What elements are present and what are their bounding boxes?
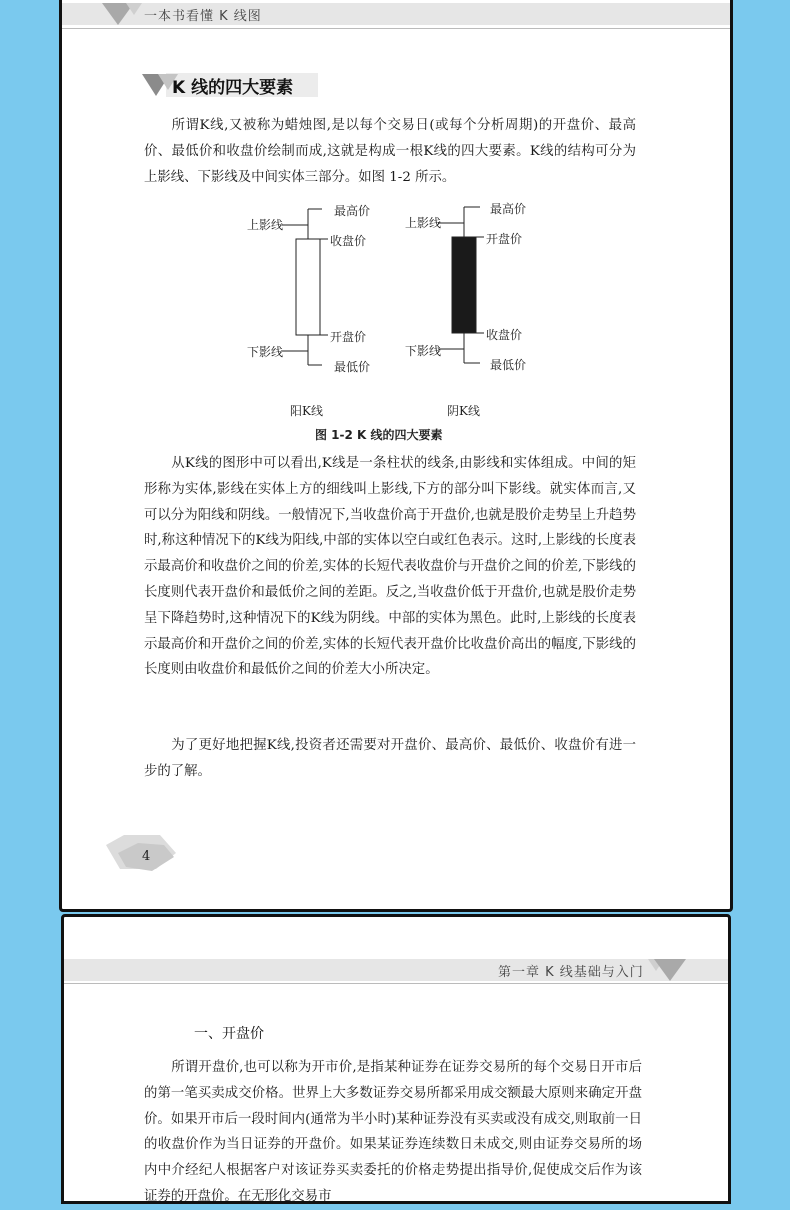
yin-low-label: 最低价 xyxy=(490,358,527,372)
yang-candle-body xyxy=(296,239,320,335)
yin-upper-shadow-label: 上影线 xyxy=(405,216,442,230)
section-title: K 线的四大要素 xyxy=(172,78,294,98)
book-page-5 xyxy=(61,914,731,1204)
yang-k-line-name: 阳K线 xyxy=(290,404,323,418)
yang-high-label: 最高价 xyxy=(334,204,371,218)
yang-lower-shadow-label: 下影线 xyxy=(247,345,284,359)
header-rule xyxy=(64,983,728,984)
subsection-title: 一、开盘价 xyxy=(194,1026,264,1042)
yin-close-label: 收盘价 xyxy=(486,328,523,342)
opening-price-paragraph xyxy=(144,1055,642,1210)
body-paragraph xyxy=(144,451,636,683)
yin-high-label: 最高价 xyxy=(490,202,527,216)
yang-close-label: 收盘价 xyxy=(330,234,367,248)
yin-candle-body xyxy=(452,237,476,333)
intro-paragraph xyxy=(144,113,636,190)
opening-price-paragraph-text: 所谓开盘价,也可以称为开市价,是指某种证券在证券交易所的每个交易日开市后的第一笔买卖成交价格。世界上大多数证券交易所都采用成交额最大原则来确定开盘价。如果开市后一段时间内(通常为半小时)某种证券没有买卖或没有成交,则取前一日的收盘价作为当日证券的开盘价。如果某证券连续数日未成交,则由证券交易所的场内中介经纪人根据客户对该证券买卖委托的价格走势提出指导价,促使成交后作为该证券的开盘价。在无形化交易市 xyxy=(144,1060,642,1204)
yang-upper-shadow-label: 上影线 xyxy=(247,218,284,232)
header-rule xyxy=(62,28,730,29)
body-paragraph-text: 从K线的图形中可以看出,K线是一条柱状的线条,由影线和实体组成。中间的矩形称为实体,影线在实体上方的细线叫上影线,下方的部分叫下影线。就实体而言,又可以分为阳线和阴线。一般情况下,当收盘价高于开盘价,也就是股价走势呈上升趋势时,称这种情况下的K线为阳线,中部的实体以空白或红色表示。这时,上影线的长度表示最高价和收盘价之间的价差,实体的长短代表收盘价与开盘价之间的价差,下影线的长度则代表开盘价和最低价之间的差距。反之,当收盘价低于开盘价,也就是股价走势呈下降趋势时,这种情况下的K线为阴线。中部的实体为黑色。此时,上影线的长度表示最高价和开盘价之间的价差,实体的长短代表开盘价比收盘价高出的幅度,下影线的长度则由收盘价和最低价之间的价差大小所决定。 xyxy=(144,456,636,678)
header-decoration-icon xyxy=(126,3,142,15)
running-header-title: 第一章 K 线基础与入门 xyxy=(498,965,644,980)
yin-k-line-name: 阴K线 xyxy=(447,404,480,418)
header-decoration-icon xyxy=(654,959,686,981)
closing-paragraph xyxy=(144,733,636,785)
yang-open-label: 开盘价 xyxy=(330,330,367,344)
running-header-title: 一本书看懂 K 线图 xyxy=(144,9,262,24)
page-number: 4 xyxy=(142,849,151,864)
yin-lower-shadow-label: 下影线 xyxy=(405,344,442,358)
intro-paragraph-text: 所谓K线,又被称为蜡烛图,是以每个交易日(或每个分析周期)的开盘价、最高价、最低价和收盘价绘制而成,这就是构成一根K线的四大要素。K线的结构可分为上影线、下影线及中间实体三部分。如图 1-2 所示。 xyxy=(144,118,636,185)
closing-paragraph-text: 为了更好地把握K线,投资者还需要对开盘价、最高价、最低价、收盘价有进一步的了解。 xyxy=(144,738,636,779)
yang-low-label: 最低价 xyxy=(334,360,371,374)
yin-open-label: 开盘价 xyxy=(486,232,523,246)
figure-caption: 图 1-2 K 线的四大要素 xyxy=(315,428,443,442)
book-page-4 xyxy=(59,0,733,912)
